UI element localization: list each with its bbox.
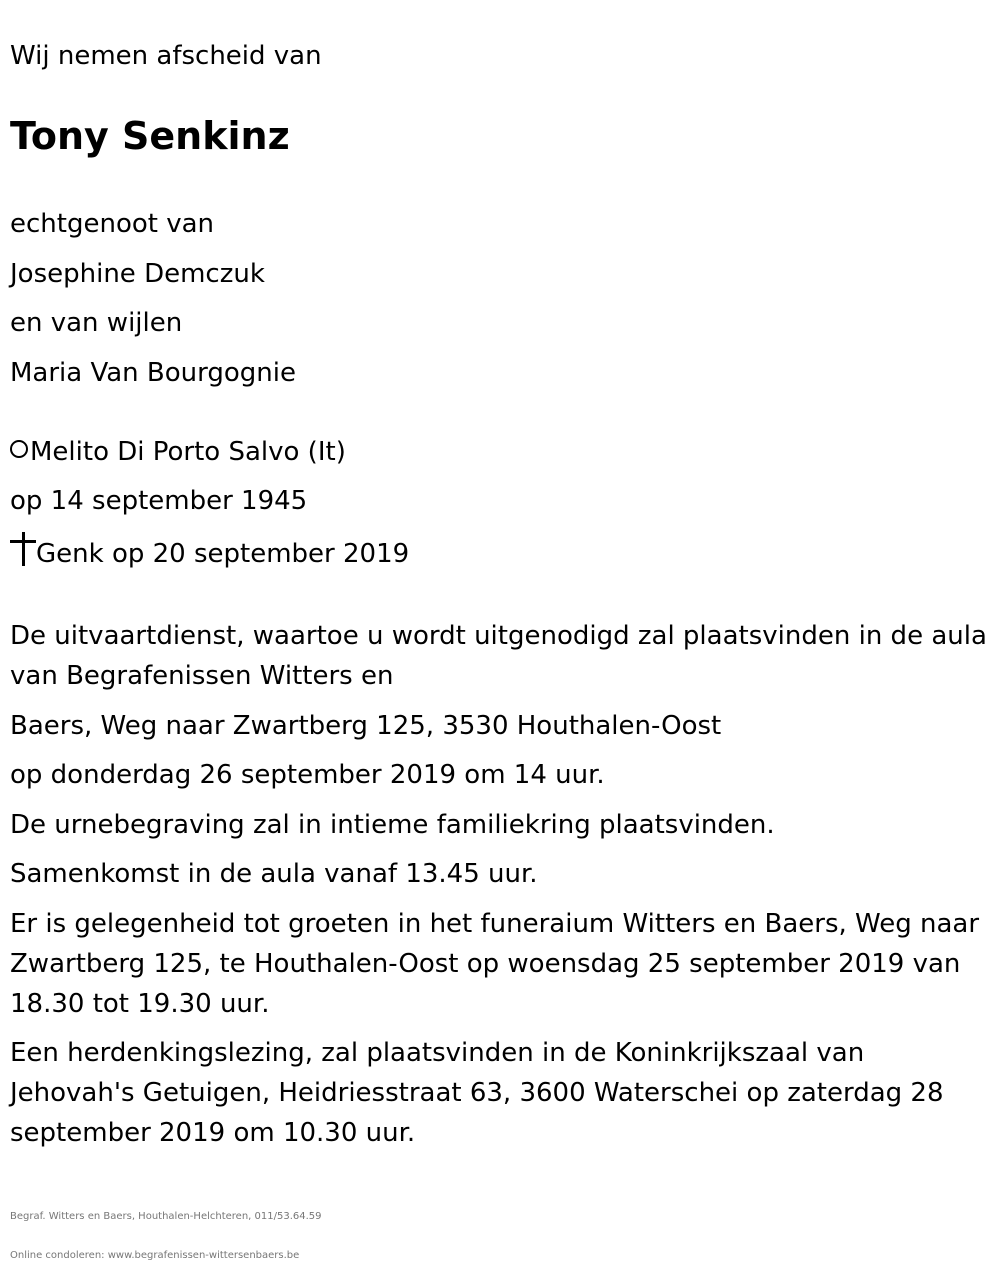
intro-text: Wij nemen afscheid van xyxy=(10,41,322,71)
service-paragraph-1: De uitvaartdienst, waartoe u wordt uitgenodigd zal plaatsvinden in de aula van Begrafenissen Witters en xyxy=(10,621,987,691)
service-paragraph-3: op donderdag 26 september 2019 om 14 uur. xyxy=(10,760,605,790)
spouse-line-2: Josephine Demczuk xyxy=(10,258,265,289)
service-paragraph-2: Baers, Weg naar Zwartberg 125, 3530 Houthalen-Oost xyxy=(10,710,722,741)
online-condolences: Online condoleren: www.begrafenissen-wittersenbaers.be xyxy=(10,1250,300,1261)
spouse-section xyxy=(10,204,296,402)
birth-place-row xyxy=(10,432,409,481)
service-paragraph-4: De urnebegraving zal in intieme familiekring plaatsvinden. xyxy=(10,809,775,840)
undertaker-info: Begraf. Witters en Baers, Houthalen-Helchteren, 011/53.64.59 xyxy=(10,1211,322,1222)
death-place-date: Genk op 20 september 2019 xyxy=(36,539,410,569)
service-details xyxy=(10,616,990,1163)
service-paragraph-5: Samenkomst in de aula vanaf 13.45 uur. xyxy=(10,859,538,889)
birth-date-row xyxy=(10,481,409,530)
birth-place: Melito Di Porto Salvo (It) xyxy=(30,437,346,467)
birth-date: op 14 september 1945 xyxy=(10,486,308,516)
death-row xyxy=(10,530,409,579)
death-cross-icon xyxy=(10,532,36,566)
life-dates-section xyxy=(10,432,409,579)
deceased-name: Tony Senkinz xyxy=(10,114,290,158)
birth-circle-icon xyxy=(10,440,28,458)
spouse-line-3: en van wijlen xyxy=(10,308,183,338)
service-paragraph-7: Een herdenkingslezing, zal plaatsvinden in de Koninkrijkszaal van Jehovah's Getuigen, Heidriesstraat 63, 3600 Waterschei op zaterdag 28 september 2019 om 10.30 uur. xyxy=(10,1038,944,1148)
service-paragraph-6: Er is gelegenheid tot groeten in het funeraium Witters en Baers, Weg naar Zwartberg 125, te Houthalen-Oost op woensdag 25 september 2019 van 18.30 tot 19.30 uur. xyxy=(10,908,980,1019)
spouse-line-4: Maria Van Bourgognie xyxy=(10,357,296,388)
spouse-line-1: echtgenoot van xyxy=(10,209,215,239)
